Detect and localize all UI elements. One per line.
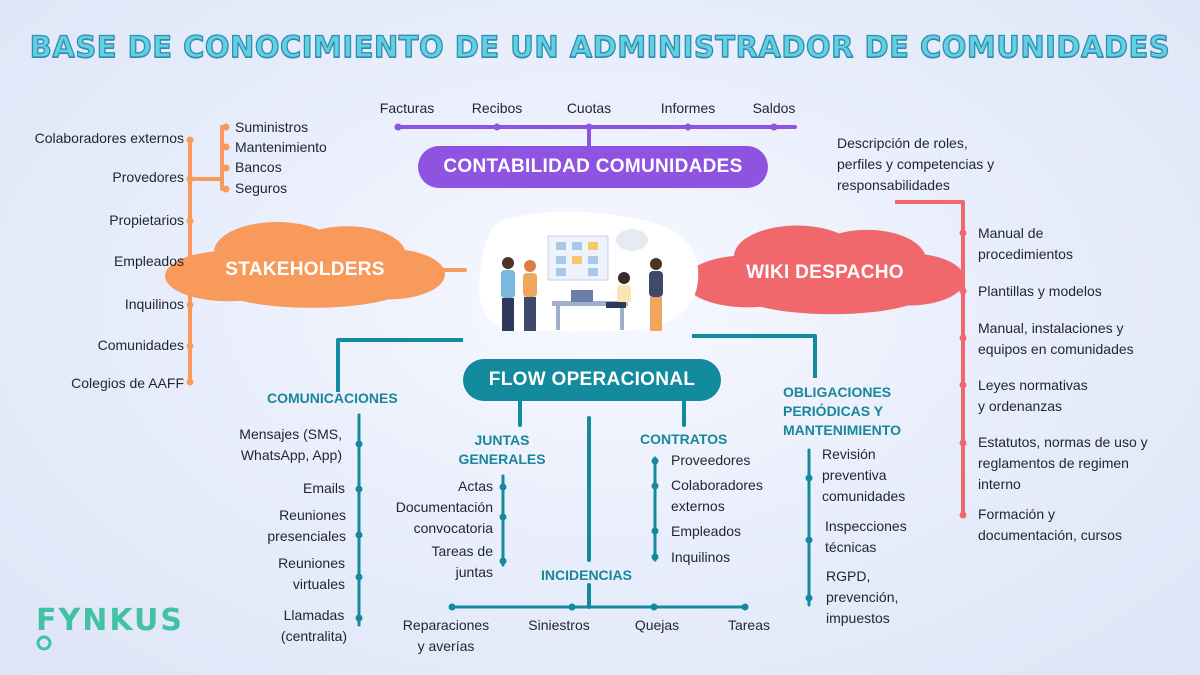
contabilidad-label: CONTABILIDAD COMUNIDADES	[443, 156, 743, 177]
wiki-dot	[960, 512, 967, 519]
stakeholders-dot	[223, 186, 230, 193]
contratos-item: Empleados	[671, 523, 742, 539]
contabilidad-item: Recibos	[471, 100, 523, 116]
incidencias-item: Quejas	[634, 617, 680, 633]
comunicaciones-dot	[356, 574, 363, 581]
wiki-dot	[960, 288, 967, 295]
stakeholder-item: Colaboradores externos	[34, 130, 184, 146]
incidencias-item: Tareas	[727, 617, 771, 633]
contratos-item: Proveedores	[671, 452, 751, 468]
contratos-item: Colaboradores externos	[671, 477, 763, 514]
stakeholders-dot	[187, 302, 194, 309]
stakeholder-item: Inquilinos	[124, 296, 184, 312]
incidencias-dot	[449, 604, 456, 611]
wiki-item: Manual de procedimientos	[978, 225, 1073, 262]
stakeholder-sub-item: Mantenimiento	[235, 139, 327, 155]
stakeholders-dot	[187, 379, 194, 386]
obligaciones-label: OBLIGACIONES PERIÓDICAS Y MANTENIMIENTO	[783, 384, 901, 438]
wiki-dot	[960, 335, 967, 342]
incidencias-dot	[651, 604, 658, 611]
stakeholders-dot	[187, 137, 194, 144]
wiki-label: WIKI DESPACHO	[746, 262, 904, 283]
juntas-label: JUNTAS GENERALES	[458, 432, 546, 467]
stakeholder-sub-item: Suministros	[235, 119, 309, 135]
wiki-item: Leyes normativas y ordenanzas	[978, 377, 1088, 414]
contratos-dot	[652, 528, 659, 535]
obligaciones-dot	[806, 475, 813, 482]
contabilidad-dot	[395, 124, 402, 131]
contratos-dot	[652, 483, 659, 490]
flow-line	[338, 340, 463, 392]
juntas-item: Documentación convocatoria	[395, 499, 493, 536]
contabilidad-node	[418, 146, 768, 188]
obligaciones-dot	[806, 537, 813, 544]
comunicaciones-item: Emails	[302, 480, 345, 496]
comunicaciones-item: Reuniones presenciales	[267, 507, 346, 544]
wiki-item: Manual, instalaciones y equipos en comunidades	[978, 320, 1134, 357]
flow-label: FLOW OPERACIONAL	[488, 369, 696, 390]
juntas-dot	[500, 558, 507, 565]
incidencias-label: INCIDENCIAS	[541, 567, 633, 583]
wiki-item: Formación y documentación, cursos	[978, 506, 1122, 543]
juntas-item: Tareas de juntas	[431, 543, 493, 580]
stakeholder-item: Propietarios	[109, 212, 184, 228]
wiki-item: Estatutos, normas de uso y reglamentos de regimen interno	[978, 434, 1148, 492]
wiki-dot	[960, 230, 967, 237]
comunicaciones-dot	[356, 532, 363, 539]
incidencias-dot	[569, 604, 576, 611]
juntas-item: Actas	[457, 478, 493, 494]
stakeholder-item: Colegios de AAFF	[71, 375, 184, 391]
comunicaciones-dot	[356, 486, 363, 493]
page-title: BASE DE CONOCIMIENTO DE UN ADMINISTRADOR DE COMUNIDADES	[29, 30, 1171, 64]
contabilidad-dot	[771, 124, 778, 131]
stakeholder-item: Comunidades	[97, 337, 184, 353]
stakeholder-sub-item: Bancos	[235, 159, 282, 175]
incidencias-item: Reparaciones y averías	[402, 617, 490, 654]
contabilidad-item: Saldos	[752, 100, 796, 116]
office-team-illustration	[472, 210, 704, 334]
stakeholders-dot	[223, 144, 230, 151]
comunicaciones-item: Mensajes (SMS, WhatsApp, App)	[239, 426, 342, 463]
contabilidad-item: Informes	[660, 100, 716, 116]
wiki-item: Descripción de roles, perfiles y competencias y responsabilidades	[837, 135, 995, 193]
contratos-label: CONTRATOS	[640, 431, 728, 447]
stakeholder-item: Empleados	[113, 253, 184, 269]
juntas-dot	[500, 484, 507, 491]
comunicaciones-dot	[356, 441, 363, 448]
stakeholder-sub-item: Seguros	[235, 180, 288, 196]
stakeholders-dot	[223, 165, 230, 172]
contabilidad-dot	[494, 124, 501, 131]
wiki-dot	[960, 382, 967, 389]
brand-logo: FYNKUS	[36, 603, 185, 638]
comunicaciones-item: Reuniones virtuales	[278, 555, 345, 592]
comunicaciones-label: COMUNICACIONES	[267, 390, 398, 406]
wiki-dot	[960, 440, 967, 447]
stakeholders-label: STAKEHOLDERS	[225, 259, 385, 280]
incidencias-dot	[742, 604, 749, 611]
stakeholders-dot	[223, 124, 230, 131]
obligaciones-item: Revisión preventiva comunidades	[822, 446, 906, 504]
juntas-dot	[500, 514, 507, 521]
contratos-item: Inquilinos	[671, 549, 731, 565]
stakeholder-item: Provedores	[112, 169, 184, 185]
obligaciones-item: RGPD, prevención, impuestos	[826, 568, 899, 626]
logo-key-icon	[38, 637, 50, 649]
wiki-item: Plantillas y modelos	[978, 283, 1102, 299]
contabilidad-item: Facturas	[379, 100, 435, 116]
flow-node	[463, 359, 721, 401]
contabilidad-dot	[685, 124, 692, 131]
contabilidad-item: Cuotas	[566, 100, 612, 116]
obligaciones-item: Inspecciones técnicas	[825, 518, 907, 555]
stakeholders-dot	[187, 218, 194, 225]
contratos-dot	[652, 554, 659, 561]
incidencias-item: Siniestros	[528, 617, 590, 633]
contratos-dot	[652, 458, 659, 465]
stakeholders-dot	[187, 343, 194, 350]
stakeholders-dot	[187, 259, 194, 266]
comunicaciones-item: Llamadas (centralita)	[280, 607, 348, 644]
obligaciones-dot	[806, 595, 813, 602]
